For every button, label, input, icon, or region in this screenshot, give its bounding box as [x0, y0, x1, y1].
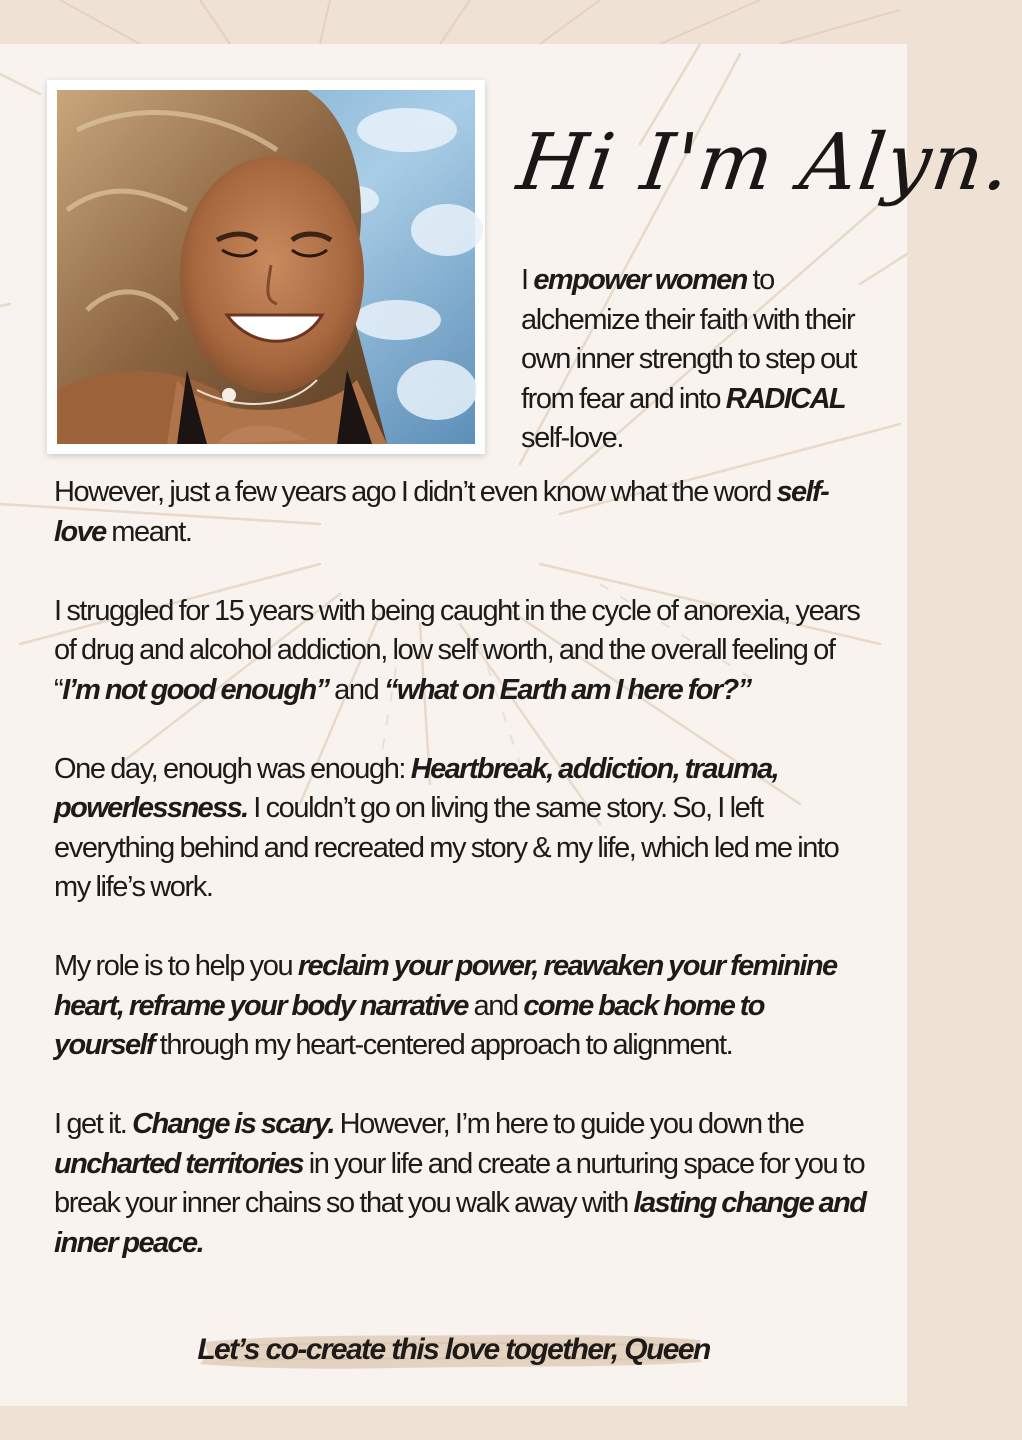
- portrait-photo-icon: [57, 90, 475, 444]
- text-part: One day, enough was enough:: [54, 752, 411, 785]
- paragraph-self-love: [54, 473, 866, 552]
- bio-body: [54, 473, 866, 1303]
- text-part: However, just a few years ago I didn’t even know what the word: [54, 476, 777, 508]
- text-part: I struggled for 15 years with being caught in the cycle of anorexia, years of drug and alcohol addiction, low self worth, and the overall feeling of “: [54, 594, 860, 706]
- text-part: and: [328, 673, 384, 706]
- text-part: I get it.: [54, 1108, 133, 1140]
- intro-text: [521, 261, 866, 459]
- emphasis: uncharted territories: [54, 1147, 304, 1180]
- paragraph-change: [54, 1105, 866, 1263]
- emphasis: Change is scary.: [132, 1108, 334, 1140]
- emphasis: lasting change and inner peace.: [54, 1187, 866, 1259]
- intro-emphasis: RADICAL: [725, 382, 846, 415]
- text-part: I couldn’t go on living the same story. So, I left everything behind and recreated my story & my life, which led me into my life’s work.: [54, 792, 839, 903]
- cta-text: Let’s co-create this love together, Queen: [197, 1333, 710, 1366]
- greeting-heading: Hi I'm Alyn.: [512, 118, 1019, 208]
- paragraph-turning-point: [54, 750, 866, 908]
- paragraph-struggle: [54, 592, 866, 711]
- text-part: My role is to help you: [54, 950, 298, 982]
- emphasis: Heartbreak, addiction, trauma, powerlessness.: [54, 752, 779, 824]
- text-part: and: [467, 989, 524, 1022]
- bottom-band: [0, 1406, 907, 1440]
- top-band: [0, 0, 907, 44]
- emphasis: come back home to yourself: [54, 989, 764, 1061]
- text-part: through my heart-centered approach to alignment.: [154, 1029, 733, 1061]
- intro-text-part: self-love.: [521, 422, 624, 454]
- cta-banner: [0, 1322, 907, 1378]
- text-part: in your life and create a nurturing space for you to break your inner chains so that you walk away with: [54, 1147, 865, 1219]
- emphasis: I’m not good enough”: [62, 673, 329, 706]
- intro-text-part: I: [521, 264, 534, 296]
- text-part: However, I’m here to guide you down the: [333, 1108, 804, 1140]
- emphasis: reclaim your power, reawaken your feminine heart, reframe your body narrative: [54, 950, 837, 1022]
- emphasis: self-love: [54, 476, 829, 548]
- intro-emphasis: empower women: [533, 264, 747, 296]
- photo-frame: [47, 80, 485, 454]
- paragraph-role: [54, 947, 866, 1066]
- intro-text-part: to alchemize their faith with their own inner strength to step out from fear and into: [521, 264, 857, 415]
- emphasis: “what on Earth am I here for?”: [383, 673, 751, 706]
- text-part: meant.: [105, 515, 192, 548]
